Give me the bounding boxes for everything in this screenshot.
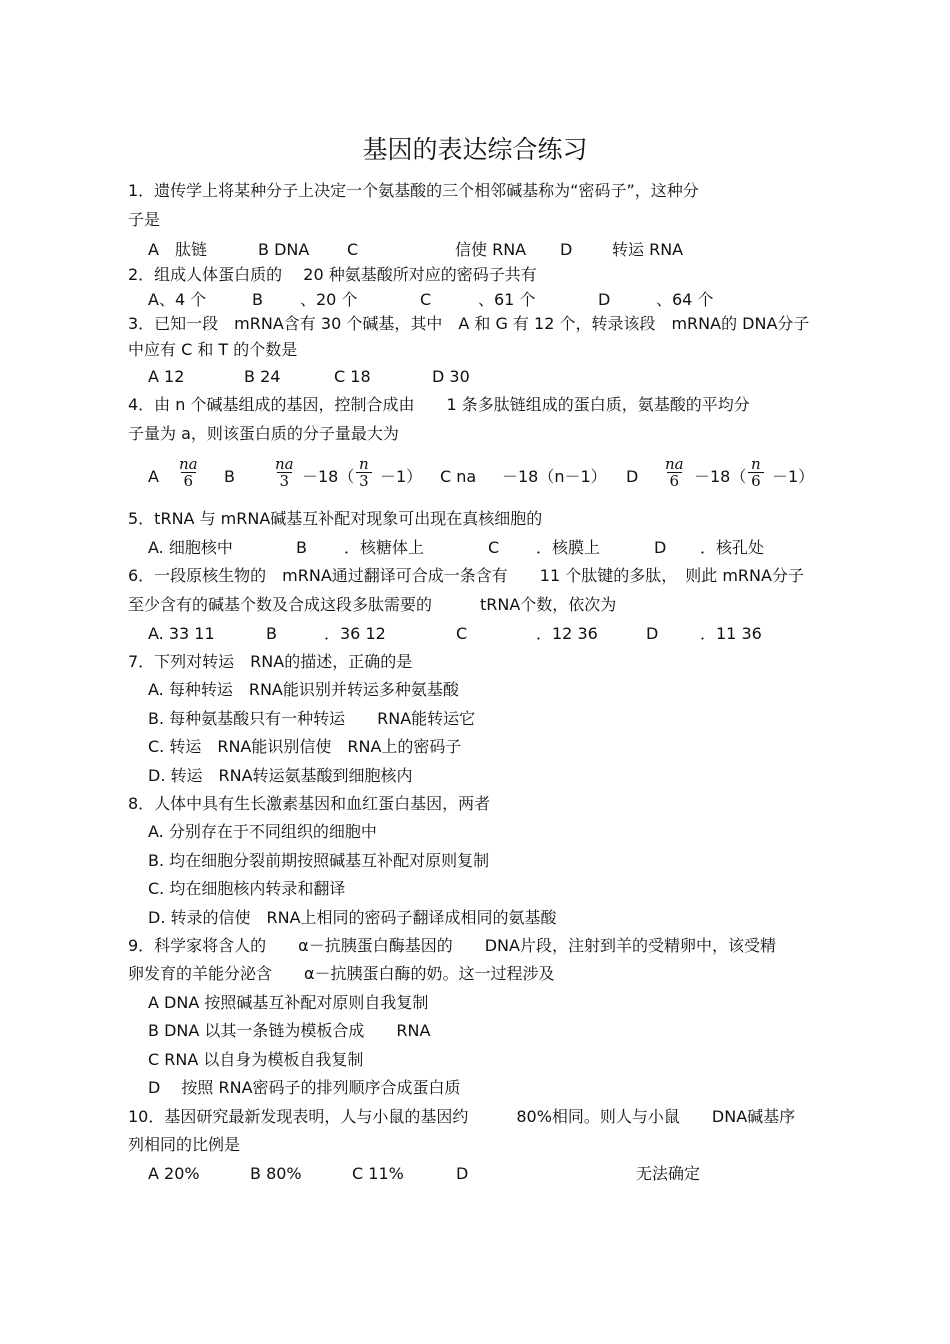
question-3-line-1: 3．已知一段 mRNA含有 30 个碱基，其中 A 和 G 有 12 个，转录该段 mRNA的 DNA分子 bbox=[128, 314, 810, 333]
question-10-line-1: 10．基因研究最新发现表明，人与小鼠的基因约 80%相同。则人与小鼠 DNA碱基序 bbox=[128, 1107, 796, 1126]
q4-option-d-label: D bbox=[626, 467, 639, 486]
question-8-line-1: 8．人体中具有生长激素基因和血红蛋白基因，两者 bbox=[128, 794, 491, 813]
q4-fraction-b: $\frac{na}{3}$ bbox=[275, 455, 294, 490]
q2-option-b-label: B bbox=[252, 290, 263, 309]
q8-option-d: D. 转录的信使 RNA上相同的密码子翻译成相同的氨基酸 bbox=[148, 908, 557, 927]
q10-option-b: B 80% bbox=[250, 1164, 302, 1183]
q6-option-b-label: B bbox=[266, 624, 277, 643]
q10-option-d-text: 无法确定 bbox=[636, 1164, 701, 1183]
q2-option-b-text: 、20 个 bbox=[300, 290, 358, 309]
q3-option-c: C 18 bbox=[334, 367, 371, 386]
q10-option-d-label: D bbox=[456, 1164, 469, 1183]
q2-option-d-label: D bbox=[598, 290, 611, 309]
q7-option-c: C. 转运 RNA能识别信使 RNA上的密码子 bbox=[148, 737, 462, 756]
q4-fraction-a: $\frac{na}{6}$ bbox=[179, 455, 198, 490]
q3-option-b: B 24 bbox=[244, 367, 281, 386]
q6-option-b-text: ．36 12 bbox=[324, 624, 386, 643]
question-4-line-1: 4．由 n 个碱基组成的基因，控制合成由 1 条多肽链组成的蛋白质，氨基酸的平均分 bbox=[128, 395, 750, 414]
q8-option-b: B. 均在细胞分裂前期按照碱基互补配对原则复制 bbox=[148, 851, 490, 870]
q4-option-a-label: A bbox=[148, 467, 159, 486]
q5-option-d-label: D bbox=[654, 538, 667, 557]
q3-option-a: A 12 bbox=[148, 367, 185, 386]
question-10-line-2: 列相同的比例是 bbox=[128, 1135, 241, 1154]
q4-fraction-b-inner: $\frac{n}{3}$ bbox=[356, 456, 372, 489]
q4-option-d-part-2: －1） bbox=[772, 467, 815, 486]
q1-option-c-text: 信使 RNA bbox=[455, 240, 527, 259]
q5-option-b-text: ．核糖体上 bbox=[344, 538, 425, 557]
q8-option-c: C. 均在细胞核内转录和翻译 bbox=[148, 879, 346, 898]
q4-option-b-label: B bbox=[224, 467, 235, 486]
q2-option-a: A、4 个 bbox=[148, 290, 207, 309]
q1-option-b: B DNA bbox=[258, 240, 310, 259]
question-9-line-1: 9．科学家将含人的 α－抗胰蛋白酶基因的 DNA片段，注射到羊的受精卵中，该受精 bbox=[128, 936, 776, 955]
q4-option-b-part-1: －18（ bbox=[302, 467, 355, 486]
q4-option-b-part-2: －1） bbox=[380, 467, 423, 486]
q6-option-d-text: ．11 36 bbox=[700, 624, 762, 643]
q4-option-c-label: C na bbox=[440, 467, 477, 486]
q4-fraction-d-inner: $\frac{n}{6}$ bbox=[748, 456, 764, 489]
question-6-line-2: 至少含有的碱基个数及合成这段多肽需要的 tRNA个数，依次为 bbox=[128, 595, 617, 614]
q9-option-a: A DNA 按照碱基互补配对原则自我复制 bbox=[148, 993, 429, 1012]
q6-option-a: A. 33 11 bbox=[148, 624, 215, 643]
q5-option-c-text: ．核膜上 bbox=[536, 538, 601, 557]
q4-fraction-d: $\frac{na}{6}$ bbox=[665, 455, 684, 490]
question-4-line-2: 子量为 a，则该蛋白质的分子量最大为 bbox=[128, 424, 399, 443]
question-5-line-1: 5．tRNA 与 mRNA碱基互补配对现象可出现在真核细胞的 bbox=[128, 509, 543, 528]
question-1-line-2: 子是 bbox=[128, 210, 161, 229]
q6-option-d-label: D bbox=[646, 624, 659, 643]
q8-option-a: A. 分别存在于不同组织的细胞中 bbox=[148, 822, 377, 841]
q2-option-d-text: 、64 个 bbox=[656, 290, 714, 309]
q4-option-d-part-1: －18（ bbox=[694, 467, 747, 486]
q5-option-a: A. 细胞核中 bbox=[148, 538, 233, 557]
q7-option-a: A. 每种转运 RNA能识别并转运多种氨基酸 bbox=[148, 680, 459, 699]
q9-option-b: B DNA 以其一条链为模板合成 RNA bbox=[148, 1021, 431, 1040]
q5-option-d-text: ．核孔处 bbox=[700, 538, 765, 557]
q1-option-c-label: C bbox=[347, 240, 359, 259]
question-6-line-1: 6．一段原核生物的 mRNA通过翻译可合成一条含有 11 个肽键的多肽， 则此 mRNA分子 bbox=[128, 566, 804, 585]
question-3-line-2: 中应有 C 和 T 的个数是 bbox=[128, 340, 298, 359]
q2-option-c-text: 、61 个 bbox=[478, 290, 536, 309]
question-9-line-2: 卵发育的羊能分泌含 α－抗胰蛋白酶的奶。这一过程涉及 bbox=[128, 964, 555, 983]
q9-option-c: C RNA 以自身为模板自我复制 bbox=[148, 1050, 364, 1069]
q1-option-d-text: 转运 RNA bbox=[612, 240, 684, 259]
question-2-line-1: 2．组成人体蛋白质的 20 种氨基酸所对应的密码子共有 bbox=[128, 265, 537, 284]
question-7-line-1: 7．下列对转运 RNA的描述，正确的是 bbox=[128, 652, 413, 671]
q7-option-b: B. 每种氨基酸只有一种转运 RNA能转运它 bbox=[148, 709, 476, 728]
q6-option-c-label: C bbox=[456, 624, 468, 643]
q9-option-d: D 按照 RNA密码子的排列顺序合成蛋白质 bbox=[148, 1078, 461, 1097]
q7-option-d: D. 转运 RNA转运氨基酸到细胞核内 bbox=[148, 766, 413, 785]
q1-option-d-label: D bbox=[560, 240, 573, 259]
question-1-line-1: 1．遗传学上将某种分子上决定一个氨基酸的三个相邻碱基称为“密码子”，这种分 bbox=[128, 181, 699, 200]
q1-option-a: A 肽链 bbox=[148, 240, 207, 259]
q3-option-d: D 30 bbox=[432, 367, 470, 386]
q5-option-c-label: C bbox=[488, 538, 500, 557]
q10-option-c: C 11% bbox=[352, 1164, 404, 1183]
q2-option-c-label: C bbox=[420, 290, 432, 309]
page-title: 基因的表达综合练习 bbox=[362, 135, 588, 164]
q5-option-b-label: B bbox=[296, 538, 307, 557]
q4-option-c-text: －18（n－1） bbox=[502, 467, 607, 486]
q6-option-c-text: ．12 36 bbox=[536, 624, 598, 643]
q10-option-a: A 20% bbox=[148, 1164, 200, 1183]
